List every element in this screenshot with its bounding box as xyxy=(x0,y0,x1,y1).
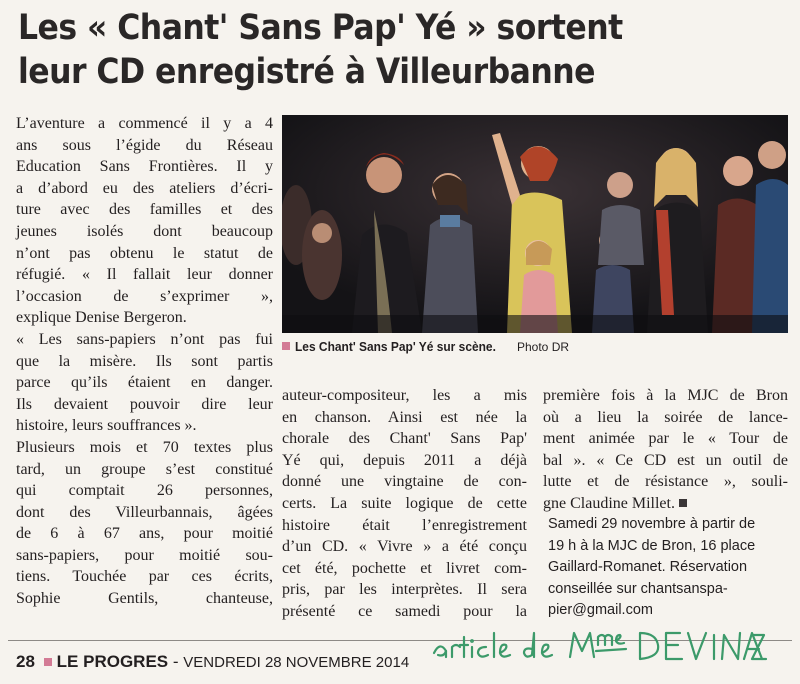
text-line: bal ». « Ce CD est un outil de xyxy=(543,451,788,469)
text-line: pris, par les interprètes. Il sera xyxy=(282,581,527,599)
text-line: « Les sans-papiers n’ont pas fui xyxy=(16,330,273,348)
handwritten-annotation xyxy=(430,623,770,669)
article-headline xyxy=(18,6,711,94)
text-line: première fois à la MJC de Bron xyxy=(543,387,788,404)
text-line: tiens. Touchée par ces écrits, xyxy=(16,568,273,586)
text-line: que la misère. Ils sont partis xyxy=(16,352,273,370)
info-line: Samedi 29 novembre à partir de xyxy=(548,516,756,532)
text-line: Education Sans Frontières. Il y xyxy=(16,158,273,176)
text-line: en chanson. Ainsi est née la xyxy=(282,408,527,426)
end-of-article-square xyxy=(679,499,687,507)
article-column-1 xyxy=(16,113,273,610)
footer-square xyxy=(44,658,52,666)
text-line: cet été, pochette et livret com- xyxy=(282,559,527,577)
photo-caption xyxy=(282,337,788,357)
text-line: sans-papiers, pour moitié sou- xyxy=(16,546,273,564)
text-line: certs. La suite logique de cette xyxy=(282,494,527,512)
text-line: Sophie Gentils, chanteuse, xyxy=(16,590,273,608)
text-line: réfugié. « Il fallait leur donner xyxy=(16,266,273,284)
text-line: Yé qui, depuis 2011 a déjà xyxy=(282,451,527,469)
article-column-2 xyxy=(282,385,527,623)
text-line: tard, un groupe s’est constitué xyxy=(16,460,273,478)
text-line: explique Denise Bergeron. xyxy=(16,309,187,327)
text-line: l’occasion de s’exprimer », xyxy=(16,287,273,305)
article-column-3 xyxy=(543,385,788,515)
footer-separator: - xyxy=(172,652,179,671)
text-line: ment animée par le « Tour de xyxy=(543,430,788,448)
page-footer xyxy=(16,650,409,674)
text-line: chorale des Chant' Sans Pap' xyxy=(282,430,527,448)
info-line: 19 h à la MJC de Bron, 16 place xyxy=(548,537,756,554)
headline-line-2: leur CD enregistré à Villeurbanne xyxy=(18,52,595,92)
text-line: auteur-compositeur, les a mis xyxy=(282,387,527,404)
text-line: d’un CD. « Vivre » a été conçu xyxy=(282,538,527,556)
text-line: qui comptait 26 personnes, xyxy=(16,482,273,500)
text-line: ture avec des familles et des xyxy=(16,201,273,219)
text-line: parce qu’ils étaient en danger. xyxy=(16,374,273,392)
text-line: L’aventure a commencé il y a 4 xyxy=(16,115,273,132)
text-line: a d’abord eu des ateliers d’écri- xyxy=(16,179,273,197)
publication-name: LE PROGRES xyxy=(56,652,169,671)
text-line: Ils devaient pouvoir dire leur xyxy=(16,395,273,413)
text-line: présenté ce samedi pour la xyxy=(282,602,527,620)
headline-line-1: Les « Chant' Sans Pap' Yé » sortent xyxy=(18,8,623,48)
info-email[interactable]: pier@gmail.com xyxy=(548,602,653,618)
text-line: où a lieu la soirée de lance- xyxy=(543,408,788,426)
page-number: 28 xyxy=(16,652,35,671)
caption-bullet-square xyxy=(282,342,290,350)
text-line: histoire était l’enregistrement xyxy=(282,516,527,534)
text-line: de 6 à 67 ans, pour moitié xyxy=(16,525,273,543)
text-line: histoire, leurs souffrances ». xyxy=(16,417,197,435)
text-line: jeunes isolés dont beaucoup xyxy=(16,222,273,240)
text-line: n’ont pas obtenu le statut de xyxy=(16,244,273,262)
text-line: donné une vingtaine de con- xyxy=(282,473,527,491)
info-line: Gaillard-Romanet. Réservation xyxy=(548,559,748,575)
text-line: ans sous l’égide du Réseau xyxy=(16,136,273,154)
text-line: dont des Villeurbannais, âgées xyxy=(16,503,273,521)
choir-on-stage-image xyxy=(282,115,788,333)
text-line: Plusieurs mois et 70 textes plus xyxy=(16,438,273,456)
publication-date: VENDREDI 28 NOVEMBRE 2014 xyxy=(183,654,410,671)
caption-text: Les Chant' Sans Pap' Yé sur scène. xyxy=(295,339,496,354)
event-info-box xyxy=(548,514,788,622)
photo-credit: Photo DR xyxy=(517,340,570,354)
text-line: lutte et de résistance », souli- xyxy=(543,473,788,491)
text-line xyxy=(543,493,788,515)
info-line: conseillée sur chantsanspa- xyxy=(548,580,728,597)
handwriting-image xyxy=(430,623,770,669)
text-line-content: gne Claudine Millet. xyxy=(543,494,675,512)
stage-photo xyxy=(282,115,788,333)
